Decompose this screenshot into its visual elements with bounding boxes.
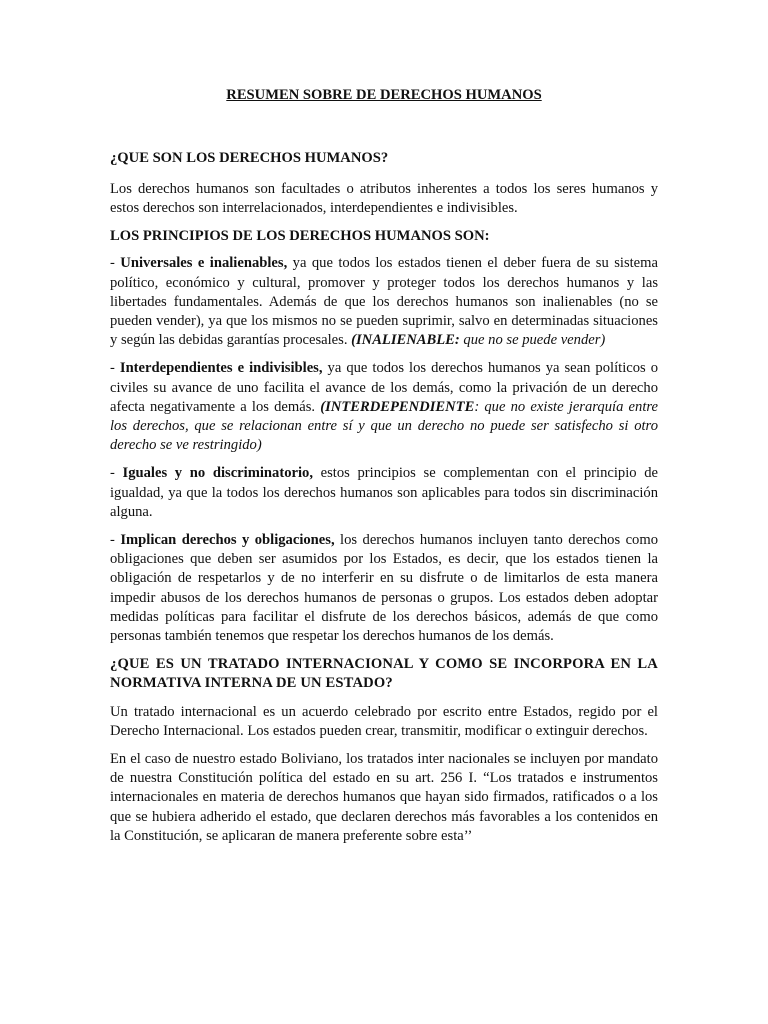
principle-text: los derechos humanos incluyen tanto derechos como obligaciones que deben ser asumidos por los Estados, es decir, que los estados tienen la obligación de respetarlos y de no interferir en su disfrute o de limitarlos de esta manera impedir abusos de los derechos humanos de personas o grupos. Los estados deben adoptar medidas políticas para facilitar el disfrute de los derechos básicos, además de que como personas también tenemos que respetar los derechos humanos de los demás. [110,532,658,645]
principle-lead: Implican derechos y obligaciones, [120,532,335,549]
principle-term: (INALIENABLE: [351,332,460,349]
principle-text: ya que todos los derechos humanos ya sean políticos o civiles su avance de uno facilita el avance de los demás, como la privación de un derecho afecta negativamente a los demás. [110,360,659,415]
paragraph-definition: Los derechos humanos son facultades o atributos inherentes a todos los seres humanos y estos derechos son interrelacionados, interdependientes e indivisibles. [110,181,658,217]
principle-dash: - [110,532,121,549]
paragraph-treaty-definition: Un tratado internacional es un acuerdo celebrado por escrito entre Estados, regido por el Derecho Internacional. Los estados pueden crear, transmitir, modificar o extinguir derechos. [110,703,658,739]
principle-universal [110,254,658,350]
document-title: RESUMEN SOBRE DE DERECHOS HUMANOS [226,87,542,103]
section-heading-principles: LOS PRINCIPIOS DE LOS DERECHOS HUMANOS SON: [110,228,490,245]
principle-text: ya que todos los estados tienen el deber fuera de su sistema político, económico y cultural, promover y proteger todos los derechos humanos y las libertades fundamentales. Además de que los derechos humanos son inalienables (no se pueden vender), ya que los mismos no se pueden suprimir, salvo en determinadas situaciones y según las debidas garantías procesales. [110,255,658,349]
principle-dash: - [110,255,121,272]
principle-interdependent [110,359,658,455]
principle-dash: - [110,465,123,482]
document-page [110,86,658,855]
principle-lead: Iguales y no discriminatorio, [122,465,313,482]
principle-term-definition: : que no existe jerarquía entre los derechos, que se relacionan entre sí y que un derecho no puede ser satisfecho si otro derecho se ve restringido) [110,398,658,454]
section-heading-what-are-human-rights: ¿QUE SON LOS DERECHOS HUMANOS? [110,150,389,166]
principle-term-definition: que no se puede vender) [459,332,606,349]
paragraph-bolivia-constitution: En el caso de nuestro estado Boliviano, los tratados inter nacionales se incluyen por mandato de nuestra Constitución política del estado en su art. 256 I. “Los tratados e instrumentos internacionales en materia de derechos humanos que hayan sido firmados, ratificados o a los que se hubiera adherido el estado, que declaren derechos más favorables a los contenidos en la Constitución, se aplicaran de manera preferente sobre esta’’ [110,751,658,844]
section-heading-international-treaty: ¿QUE ES UN TRATADO INTERNACIONAL Y COMO SE INCORPORA EN LA NORMATIVA INTERNA DE UN ESTADO? [110,656,658,692]
principle-equal [110,464,658,522]
principle-term: (INTERDEPENDIENTE [320,398,475,415]
principle-rights-obligations [110,531,658,646]
principle-text: estos principios se complementan con el principio de igualdad, ya que la todos los derechos humanos son aplicables para todos sin discriminación alguna. [110,465,658,520]
principle-dash: - [110,360,120,377]
principle-lead: Interdependientes e indivisibles, [119,360,323,377]
principle-lead: Universales e inalienables, [120,255,288,272]
